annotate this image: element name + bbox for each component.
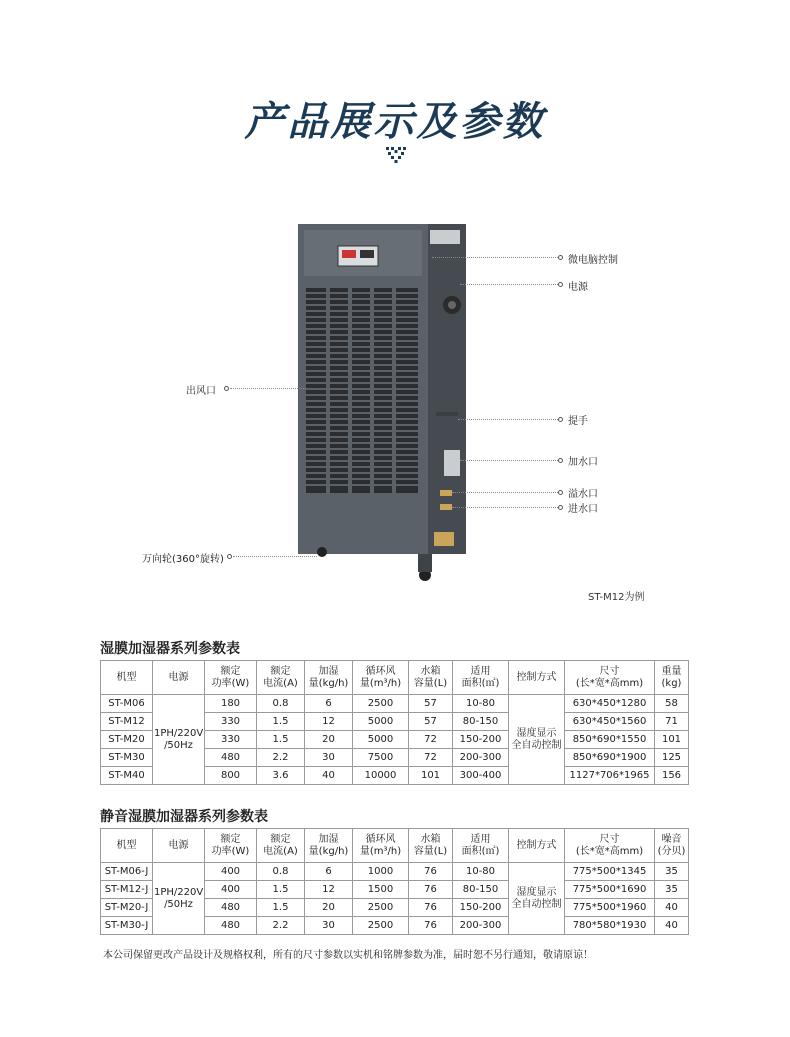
callout-dot [558,505,563,510]
cell-power: 480 [205,917,257,935]
cell-current: 2.2 [257,749,305,767]
callout-line [452,507,560,508]
cell-humid: 30 [305,917,353,935]
cell-weight: 71 [655,713,689,731]
callout-handle: 提手 [568,416,588,427]
callout-line [458,419,560,420]
col-area: 适用 面积(㎡) [453,829,509,863]
cell-control: 湿度显示 全自动控制 [509,863,565,935]
cell-power-supply: 1PH/220V /50Hz [153,863,205,935]
cell-size: 850*690*1900 [565,749,655,767]
cell-model: ST-M30 [101,749,153,767]
cell-humid: 6 [305,695,353,713]
col-area: 适用 面积(㎡) [453,661,509,695]
cell-weight: 101 [655,731,689,749]
cell-noise: 35 [655,881,689,899]
cell-size: 780*580*1930 [565,917,655,935]
table-header-row [101,661,689,695]
col-control: 控制方式 [509,661,565,695]
page-title: 产品展示及参数 [244,99,546,145]
col-tank: 水箱 容量(L) [409,661,453,695]
col-rated-power: 额定 功率(W) [205,661,257,695]
col-rated-current: 额定 电流(A) [257,829,305,863]
table1-title: 湿膜加湿器系列参数表 [100,641,240,657]
callout-dot [558,490,563,495]
cell-area: 80-150 [453,881,509,899]
cell-area: 10-80 [453,695,509,713]
cell-size: 775*500*1960 [565,899,655,917]
cell-power: 330 [205,731,257,749]
cell-tank: 101 [409,767,453,785]
cell-size: 850*690*1550 [565,731,655,749]
callout-overflow: 溢水口 [568,489,598,500]
cell-current: 1.5 [257,899,305,917]
cell-power: 800 [205,767,257,785]
cell-power: 400 [205,863,257,881]
cell-airflow: 1000 [353,863,409,881]
callout-microcomputer: 微电脑控制 [568,255,618,266]
spec-table-1 [100,660,689,785]
cell-area: 10-80 [453,863,509,881]
cell-current: 1.5 [257,881,305,899]
col-humidification: 加湿 量(kg/h) [305,829,353,863]
col-rated-current: 额定 电流(A) [257,661,305,695]
callout-dot [558,458,563,463]
cell-power: 400 [205,881,257,899]
cell-humid: 20 [305,731,353,749]
callout-dot [558,282,563,287]
cell-airflow: 2500 [353,917,409,935]
cell-humid: 20 [305,899,353,917]
col-control: 控制方式 [509,829,565,863]
callout-water-inlet: 进水口 [568,504,598,515]
cell-model: ST-M20-J [101,899,153,917]
callout-dot [227,554,232,559]
cell-airflow: 1500 [353,881,409,899]
cell-area: 80-150 [453,713,509,731]
col-airflow: 循环风 量(m³/h) [353,661,409,695]
cell-model: ST-M06 [101,695,153,713]
cell-power: 480 [205,749,257,767]
cell-tank: 72 [409,731,453,749]
callout-line [230,388,306,389]
cell-airflow: 5000 [353,731,409,749]
col-airflow: 循环风 量(m³/h) [353,829,409,863]
cell-tank: 76 [409,881,453,899]
cell-airflow: 2500 [353,695,409,713]
cell-humid: 30 [305,749,353,767]
cell-size: 775*500*1690 [565,881,655,899]
col-rated-power: 额定 功率(W) [205,829,257,863]
cell-size: 775*500*1345 [565,863,655,881]
callout-dot [558,255,563,260]
callout-power: 电源 [568,282,588,293]
cell-power: 480 [205,899,257,917]
callout-dot [558,417,563,422]
cell-size: 630*450*1560 [565,713,655,731]
col-weight: 重量 (kg) [655,661,689,695]
cell-model: ST-M12-J [101,881,153,899]
cell-weight: 58 [655,695,689,713]
col-noise: 噪音 (分贝) [655,829,689,863]
cell-humid: 6 [305,863,353,881]
callout-line [460,460,560,461]
callout-line [432,257,560,258]
footnote: 本公司保留更改产品设计及规格权利，所有的尺寸参数以实机和铭牌参数为准，届时恕不另行通知，敬请原谅！ [103,950,593,961]
cell-humid: 12 [305,713,353,731]
cell-noise: 35 [655,863,689,881]
cell-tank: 72 [409,749,453,767]
cell-current: 0.8 [257,863,305,881]
table-header-row [101,829,689,863]
callout-water-fill: 加水口 [568,457,598,468]
table-row [101,695,689,713]
col-size: 尺寸 (长*宽*高mm) [565,661,655,695]
cell-current: 3.6 [257,767,305,785]
cell-model: ST-M12 [101,713,153,731]
col-humidification: 加湿 量(kg/h) [305,661,353,695]
cell-tank: 76 [409,863,453,881]
cell-tank: 57 [409,713,453,731]
cell-airflow: 7500 [353,749,409,767]
col-model: 机型 [101,829,153,863]
cell-area: 200-300 [453,749,509,767]
col-tank: 水箱 容量(L) [409,829,453,863]
callout-line [452,492,560,493]
cell-area: 150-200 [453,731,509,749]
cell-tank: 76 [409,899,453,917]
callout-line [233,556,317,557]
cell-model: ST-M40 [101,767,153,785]
cell-power: 330 [205,713,257,731]
cell-noise: 40 [655,899,689,917]
cell-current: 2.2 [257,917,305,935]
cell-model: ST-M30-J [101,917,153,935]
cell-humid: 12 [305,881,353,899]
cell-power-supply: 1PH/220V /50Hz [153,695,205,785]
cell-control: 湿度显示 全自动控制 [509,695,565,785]
cell-tank: 57 [409,695,453,713]
cell-current: 1.5 [257,713,305,731]
table2-title: 静音湿膜加湿器系列参数表 [100,809,268,825]
spec-table-2 [100,828,689,935]
cell-area: 150-200 [453,899,509,917]
cell-airflow: 2500 [353,899,409,917]
cell-area: 300-400 [453,767,509,785]
cell-airflow: 10000 [353,767,409,785]
cell-size: 630*450*1280 [565,695,655,713]
cell-area: 200-300 [453,917,509,935]
col-size: 尺寸 (长*宽*高mm) [565,829,655,863]
callout-caster: 万向轮(360°旋转) [142,554,224,565]
cell-model: ST-M06-J [101,863,153,881]
model-note: ST-M12为例 [588,592,645,603]
cell-current: 1.5 [257,731,305,749]
col-power-supply: 电源 [153,661,205,695]
cell-power: 180 [205,695,257,713]
callout-dot [224,386,229,391]
col-model: 机型 [101,661,153,695]
cell-current: 0.8 [257,695,305,713]
cell-humid: 40 [305,767,353,785]
cell-tank: 76 [409,917,453,935]
callout-line [460,284,560,285]
cell-weight: 125 [655,749,689,767]
cell-model: ST-M20 [101,731,153,749]
col-power-supply: 电源 [153,829,205,863]
callout-air-outlet: 出风口 [186,386,216,397]
cell-weight: 156 [655,767,689,785]
table-row [101,863,689,881]
cell-size: 1127*706*1965 [565,767,655,785]
cell-noise: 40 [655,917,689,935]
cell-airflow: 5000 [353,713,409,731]
